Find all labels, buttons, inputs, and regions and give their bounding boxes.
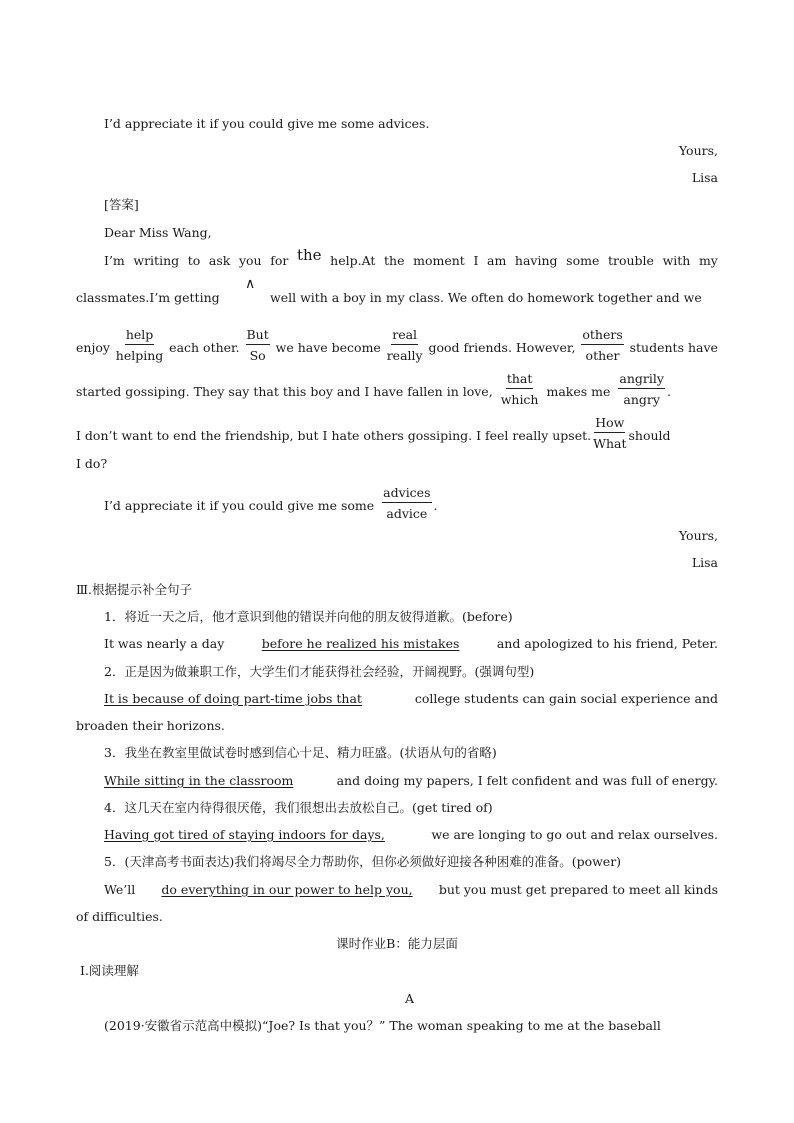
- correction-how: [593, 415, 626, 451]
- wrong-word: But: [246, 327, 270, 345]
- word: ask: [208, 253, 231, 268]
- text: I don’t want to end the friendship, but I hate others gossiping. I feel really upset.: [76, 428, 592, 443]
- letter-closing-sentence: I’d appreciate it if you could give me some advices.: [104, 116, 430, 131]
- answer-line-4: [76, 371, 718, 410]
- answer-line-6: I do?: [76, 456, 108, 471]
- question-5-answer: [104, 882, 718, 898]
- text: We’ll: [104, 882, 136, 897]
- wrong-word: help: [125, 327, 154, 345]
- correction-help: [116, 327, 164, 363]
- part-b-title: 课时作业B：能力层面: [336, 936, 458, 951]
- text: and doing my papers, I felt confident and was full of energy.: [336, 773, 718, 788]
- word: trouble: [607, 253, 654, 268]
- question-4-prompt: 4．这几天在室内待得很厌倦，我们很想出去放松自己。(get tired of): [104, 800, 493, 815]
- word: my: [698, 253, 718, 268]
- text: enjoy: [76, 340, 110, 355]
- section-heading: Ⅲ.根据提示补全句子: [76, 582, 193, 597]
- word: the: [384, 253, 405, 268]
- corrected-word: other: [585, 348, 620, 363]
- word: with: [662, 253, 691, 268]
- text: .: [666, 384, 671, 399]
- answer-line-3: [76, 327, 718, 366]
- wrong-word: How: [594, 415, 625, 433]
- corrected-word: advice: [386, 506, 428, 521]
- correction-angrily: [618, 371, 665, 407]
- question-2-continued: broaden their horizons.: [76, 718, 225, 733]
- corrected-word: angry: [623, 392, 660, 407]
- word: writing: [133, 253, 180, 268]
- text: makes me: [546, 384, 611, 399]
- text: each other.: [169, 340, 240, 355]
- text: good friends. However,: [428, 340, 576, 355]
- text: we have become: [275, 340, 381, 355]
- passage-first-line: (2019·安徽省示范高中模拟)“Joe? Is that you？” The woman speaking to me at the baseball: [104, 1018, 661, 1033]
- filled-answer: While sitting in the classroom: [104, 773, 294, 788]
- answer-line-5: [76, 415, 718, 454]
- answer-greeting: Dear Miss Wang,: [104, 225, 212, 240]
- word: help.At: [330, 253, 376, 268]
- filled-answer: do everything in our power to help you,: [161, 882, 413, 897]
- corrected-word: really: [386, 348, 423, 363]
- text: .: [433, 498, 438, 513]
- wrong-word: angrily: [618, 371, 665, 389]
- wrong-word: that: [506, 371, 534, 389]
- passage-label: A: [405, 991, 415, 1006]
- word: for: [270, 253, 289, 268]
- wrong-word: advices: [382, 485, 431, 503]
- text: should: [628, 428, 671, 443]
- text: we are longing to go out and relax ourselves.: [431, 827, 718, 842]
- answer-signature: Lisa: [691, 555, 718, 570]
- question-3-prompt: 3．我坐在教室里做试卷时感到信心十足、精力旺盛。(状语从句的省略): [104, 745, 497, 760]
- correction-but: [246, 327, 270, 363]
- text: college students can gain social experience and: [414, 691, 718, 706]
- text: started gossiping. They say that this boy and I have fallen in love,: [76, 384, 493, 399]
- word: moment: [413, 253, 465, 268]
- insertion-caret: ∧: [245, 276, 256, 292]
- word: am: [487, 253, 507, 268]
- correction-that: [501, 371, 539, 407]
- corrected-word: So: [249, 348, 266, 363]
- question-4-answer: [104, 827, 718, 843]
- corrected-word: helping: [115, 348, 164, 363]
- filled-answer: before he realized his mistakes: [261, 636, 460, 651]
- question-2-answer: [104, 691, 718, 707]
- answer-line-7: [104, 485, 438, 524]
- text: and apologized to his friend, Peter.: [496, 636, 718, 651]
- answer-line-2a: classmates.I’m getting: [76, 290, 220, 305]
- correction-others: [581, 327, 623, 363]
- word: I: [473, 253, 479, 268]
- question-2-prompt: 2．正是因为做兼职工作，大学生们才能获得社会经验，开阔视野。(强调句型): [104, 664, 535, 679]
- answer-line-1: [104, 246, 718, 269]
- question-5-continued: of difficulties.: [76, 909, 163, 924]
- text: I’d appreciate it if you could give me some: [104, 498, 375, 513]
- filled-answer: It is because of doing part-time jobs that: [104, 691, 362, 706]
- answer-heading: [答案]: [104, 197, 139, 212]
- text: but you must get prepared to meet all kinds: [438, 882, 718, 897]
- word: to: [187, 253, 201, 268]
- correction-advices: [382, 485, 431, 521]
- text: It was nearly a day: [104, 636, 225, 651]
- text: students have: [629, 340, 718, 355]
- question-3-answer: [104, 773, 718, 789]
- corrected-word: What: [593, 436, 627, 451]
- question-1-prompt: 1．将近一天之后，他才意识到他的错误并向他的朋友彼得道歉。(before): [104, 609, 513, 624]
- word: having: [514, 253, 558, 268]
- inserted-word-the: the: [296, 246, 322, 264]
- wrong-word: real: [391, 327, 418, 345]
- answer-closing: Yours,: [678, 528, 718, 543]
- letter-closing: Yours,: [678, 143, 718, 158]
- question-1-answer: [76, 636, 718, 652]
- corrected-word: which: [500, 392, 539, 407]
- word: you: [238, 253, 262, 268]
- filled-answer: Having got tired of staying indoors for days,: [104, 827, 385, 842]
- answer-line-2b: well with a boy in my class. We often do homework together and we: [270, 290, 702, 305]
- word: I’m: [104, 253, 125, 268]
- letter-signature: Lisa: [691, 170, 718, 185]
- question-5-prompt: 5．(天津高考书面表达)我们将竭尽全力帮助你，但你必须做好迎接各种困难的准备。(power): [104, 854, 622, 869]
- reading-section-heading: Ⅰ.阅读理解: [80, 963, 139, 978]
- wrong-word: others: [581, 327, 623, 345]
- correction-real: [387, 327, 423, 363]
- word: some: [566, 253, 600, 268]
